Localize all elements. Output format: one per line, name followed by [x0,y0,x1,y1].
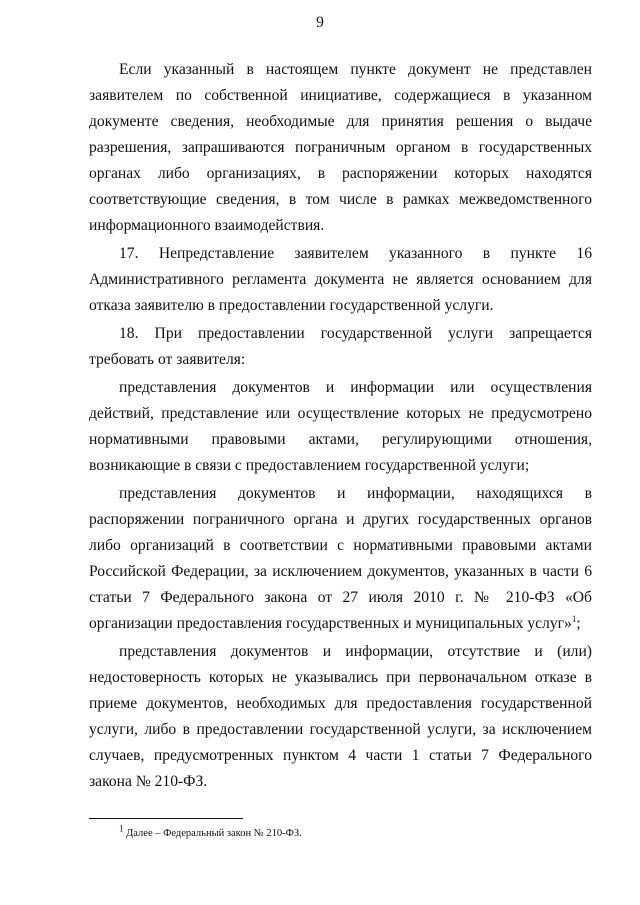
footnote-text: Далее – Федеральный закон № 210-ФЗ. [123,828,302,839]
footnote-separator [89,818,243,819]
footnote-marker: 1 [119,823,124,834]
paragraph-5 [89,481,592,637]
footnote [119,823,302,841]
paragraph-1: Если указанный в настоящем пункте документ не представлен заявителем по собственной инициативе, содержащиеся в указанном документе сведения, необходимые для принятия решения о выдаче разрешения, запрашиваются пограничным органом в государственных органах либо организациях, в распоряжении которых находятся соответствующие сведения, в том числе в рамках межведомственного информационного взаимодействия. [89,61,592,234]
paragraph-5-tail: ; [576,615,581,632]
paragraph-2-item-17: 17. Непредставление заявителем указанного в пункте 16 Административного регламента документа не является основанием для отказа заявителю в предоставлении государственной услуги. [89,245,592,314]
paragraph-5-text: представления документов и информации, находящихся в распоряжении пограничного органа и других государственных органов либо организаций в соответствии с нормативными правовыми актами Российской Федерации, за исключением документов, указанных в части 6 статьи 7 Федерального закона от 27 июля 2010 г. № 210-ФЗ «Об организации предоставления государственных и муниципальных услуг» [89,485,592,632]
body-text [89,57,592,797]
page-number: 9 [316,14,324,31]
footnote-reference[interactable]: 1 [571,613,577,624]
paragraph-6: представления документов и информации, отсутствие и (или) недостоверность которых не указывались при первоначальном отказе в приеме документов, необходимых для предоставления государственной услуги, либо в предоставлении государственной услуги, за исключением случаев, предусмотренных пунктом 4 части 1 статьи 7 Федерального закона № 210-ФЗ. [89,643,592,790]
paragraph-4: представления документов и информации или осуществления действий, представление или осуществление которых не предусмотрено нормативными правовыми актами, регулирующими отношения, возникающие в связи с предоставлением государственной услуги; [89,379,592,474]
paragraph-3-item-18: 18. При предоставлении государственной услуги запрещается требовать от заявителя: [89,325,592,368]
